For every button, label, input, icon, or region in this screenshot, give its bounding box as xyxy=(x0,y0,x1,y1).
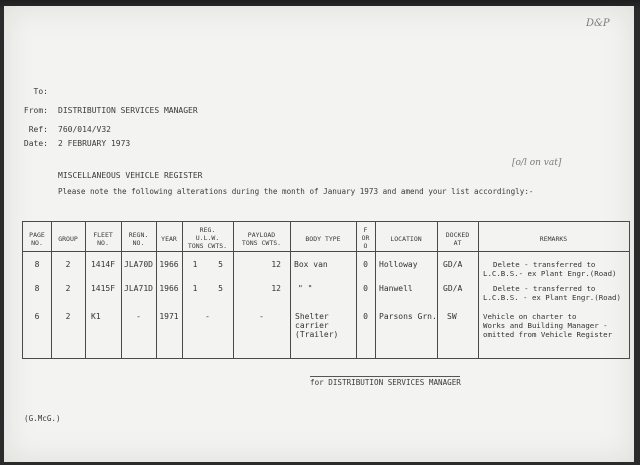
header-body-type: BODY TYPE xyxy=(305,235,341,243)
header-ulw: REG. U.L.W. TONS CWTS. xyxy=(187,226,228,250)
cell-location: Parsons Grn. xyxy=(379,312,437,321)
cell-regn-no: JLA71D xyxy=(124,284,153,293)
cell-ulw-cwts: 5 xyxy=(218,284,223,293)
header-docked-at: DOCKED AT xyxy=(445,231,470,247)
cell-remarks: Vehicle on charter to Works and Building Manager - omitted from Vehicle Register xyxy=(483,312,613,339)
header-regn-no: REGN. NO. xyxy=(128,231,149,247)
cell-group: 2 xyxy=(65,312,71,321)
cell-page-no: 8 xyxy=(34,260,40,269)
cell-f-or-o: 0 xyxy=(363,284,368,293)
from-value: DISTRIBUTION SERVICES MANAGER xyxy=(58,106,198,115)
date-label: Date: xyxy=(23,139,48,148)
signature-line xyxy=(310,376,460,377)
cell-payload-cwts: 12 xyxy=(271,260,281,269)
header-remarks: REMARKS xyxy=(539,235,568,243)
to-label: To: xyxy=(33,87,48,96)
cell-f-or-o: 0 xyxy=(363,312,368,321)
cell-year: 1966 xyxy=(159,260,179,269)
cell-ulw-tons: 1 xyxy=(192,284,198,293)
cell-ulw-cwts: 5 xyxy=(218,260,223,269)
memo-body: Please note the following alterations during the month of January 1973 and amend your list accordingly:- xyxy=(58,187,534,196)
cell-year: 1966 xyxy=(159,284,179,293)
vehicle-register-table xyxy=(22,221,630,359)
cell-remarks: Delete - transferred to L.C.B.S.- ex Plant Engr.(Road) xyxy=(483,260,617,278)
cell-regn-no: JLA70D xyxy=(124,260,153,269)
signature-caption: for DISTRIBUTION SERVICES MANAGER xyxy=(310,378,461,387)
ref-value: 760/014/V32 xyxy=(58,125,111,134)
cell-payload-cwts: 12 xyxy=(271,284,281,293)
typist-initials: (G.McG.) xyxy=(24,414,61,423)
cell-fleet-no: 1415F xyxy=(90,284,116,293)
cell-ulw-tons: - xyxy=(205,312,210,321)
cell-regn-no: - xyxy=(136,312,141,321)
memo-sheet xyxy=(4,6,634,462)
header-year: YEAR xyxy=(161,235,177,243)
cell-body-type: Shelter carrier (Trailer) xyxy=(295,312,339,339)
ref-label: Ref: xyxy=(28,125,48,134)
header-f-or-o: F OR O xyxy=(361,226,370,250)
header-fleet-no: FLEET NO. xyxy=(93,231,113,247)
cell-page-no: 8 xyxy=(34,284,40,293)
cell-fleet-no: 1414F xyxy=(90,260,116,269)
cell-location: Holloway xyxy=(379,260,418,269)
cell-payload-cwts: - xyxy=(259,312,264,321)
cell-body-type: " " xyxy=(298,284,313,293)
cell-docked-at: SW xyxy=(447,312,457,321)
cell-ulw-tons: 1 xyxy=(192,260,198,269)
cell-page-no: 6 xyxy=(34,312,40,321)
date-value: 2 FEBRUARY 1973 xyxy=(58,139,131,148)
header-page-no: PAGE NO. xyxy=(29,231,45,247)
memo-subject: MISCELLANEOUS VEHICLE REGISTER xyxy=(58,171,203,180)
cell-group: 2 xyxy=(65,260,71,269)
cell-docked-at: GD/A xyxy=(443,284,463,293)
from-label: From: xyxy=(23,106,48,115)
cell-docked-at: GD/A xyxy=(443,260,463,269)
cell-remarks: Delete - transferred to L.C.B.S. - ex Plant Engr.(Road) xyxy=(483,284,621,302)
header-location: LOCATION xyxy=(390,235,422,243)
handwritten-side-note: [o/l on vat] xyxy=(512,158,562,168)
cell-f-or-o: 0 xyxy=(363,260,368,269)
header-payload: PAYLOAD TONS CWTS. xyxy=(241,231,282,247)
cell-body-type: Box van xyxy=(294,260,328,269)
handwritten-initials-note: D&P xyxy=(586,18,610,29)
cell-fleet-no: K1 xyxy=(91,312,101,321)
cell-year: 1971 xyxy=(159,312,179,321)
cell-location: Hanwell xyxy=(379,284,413,293)
cell-group: 2 xyxy=(65,284,71,293)
header-group: GROUP xyxy=(58,235,78,243)
